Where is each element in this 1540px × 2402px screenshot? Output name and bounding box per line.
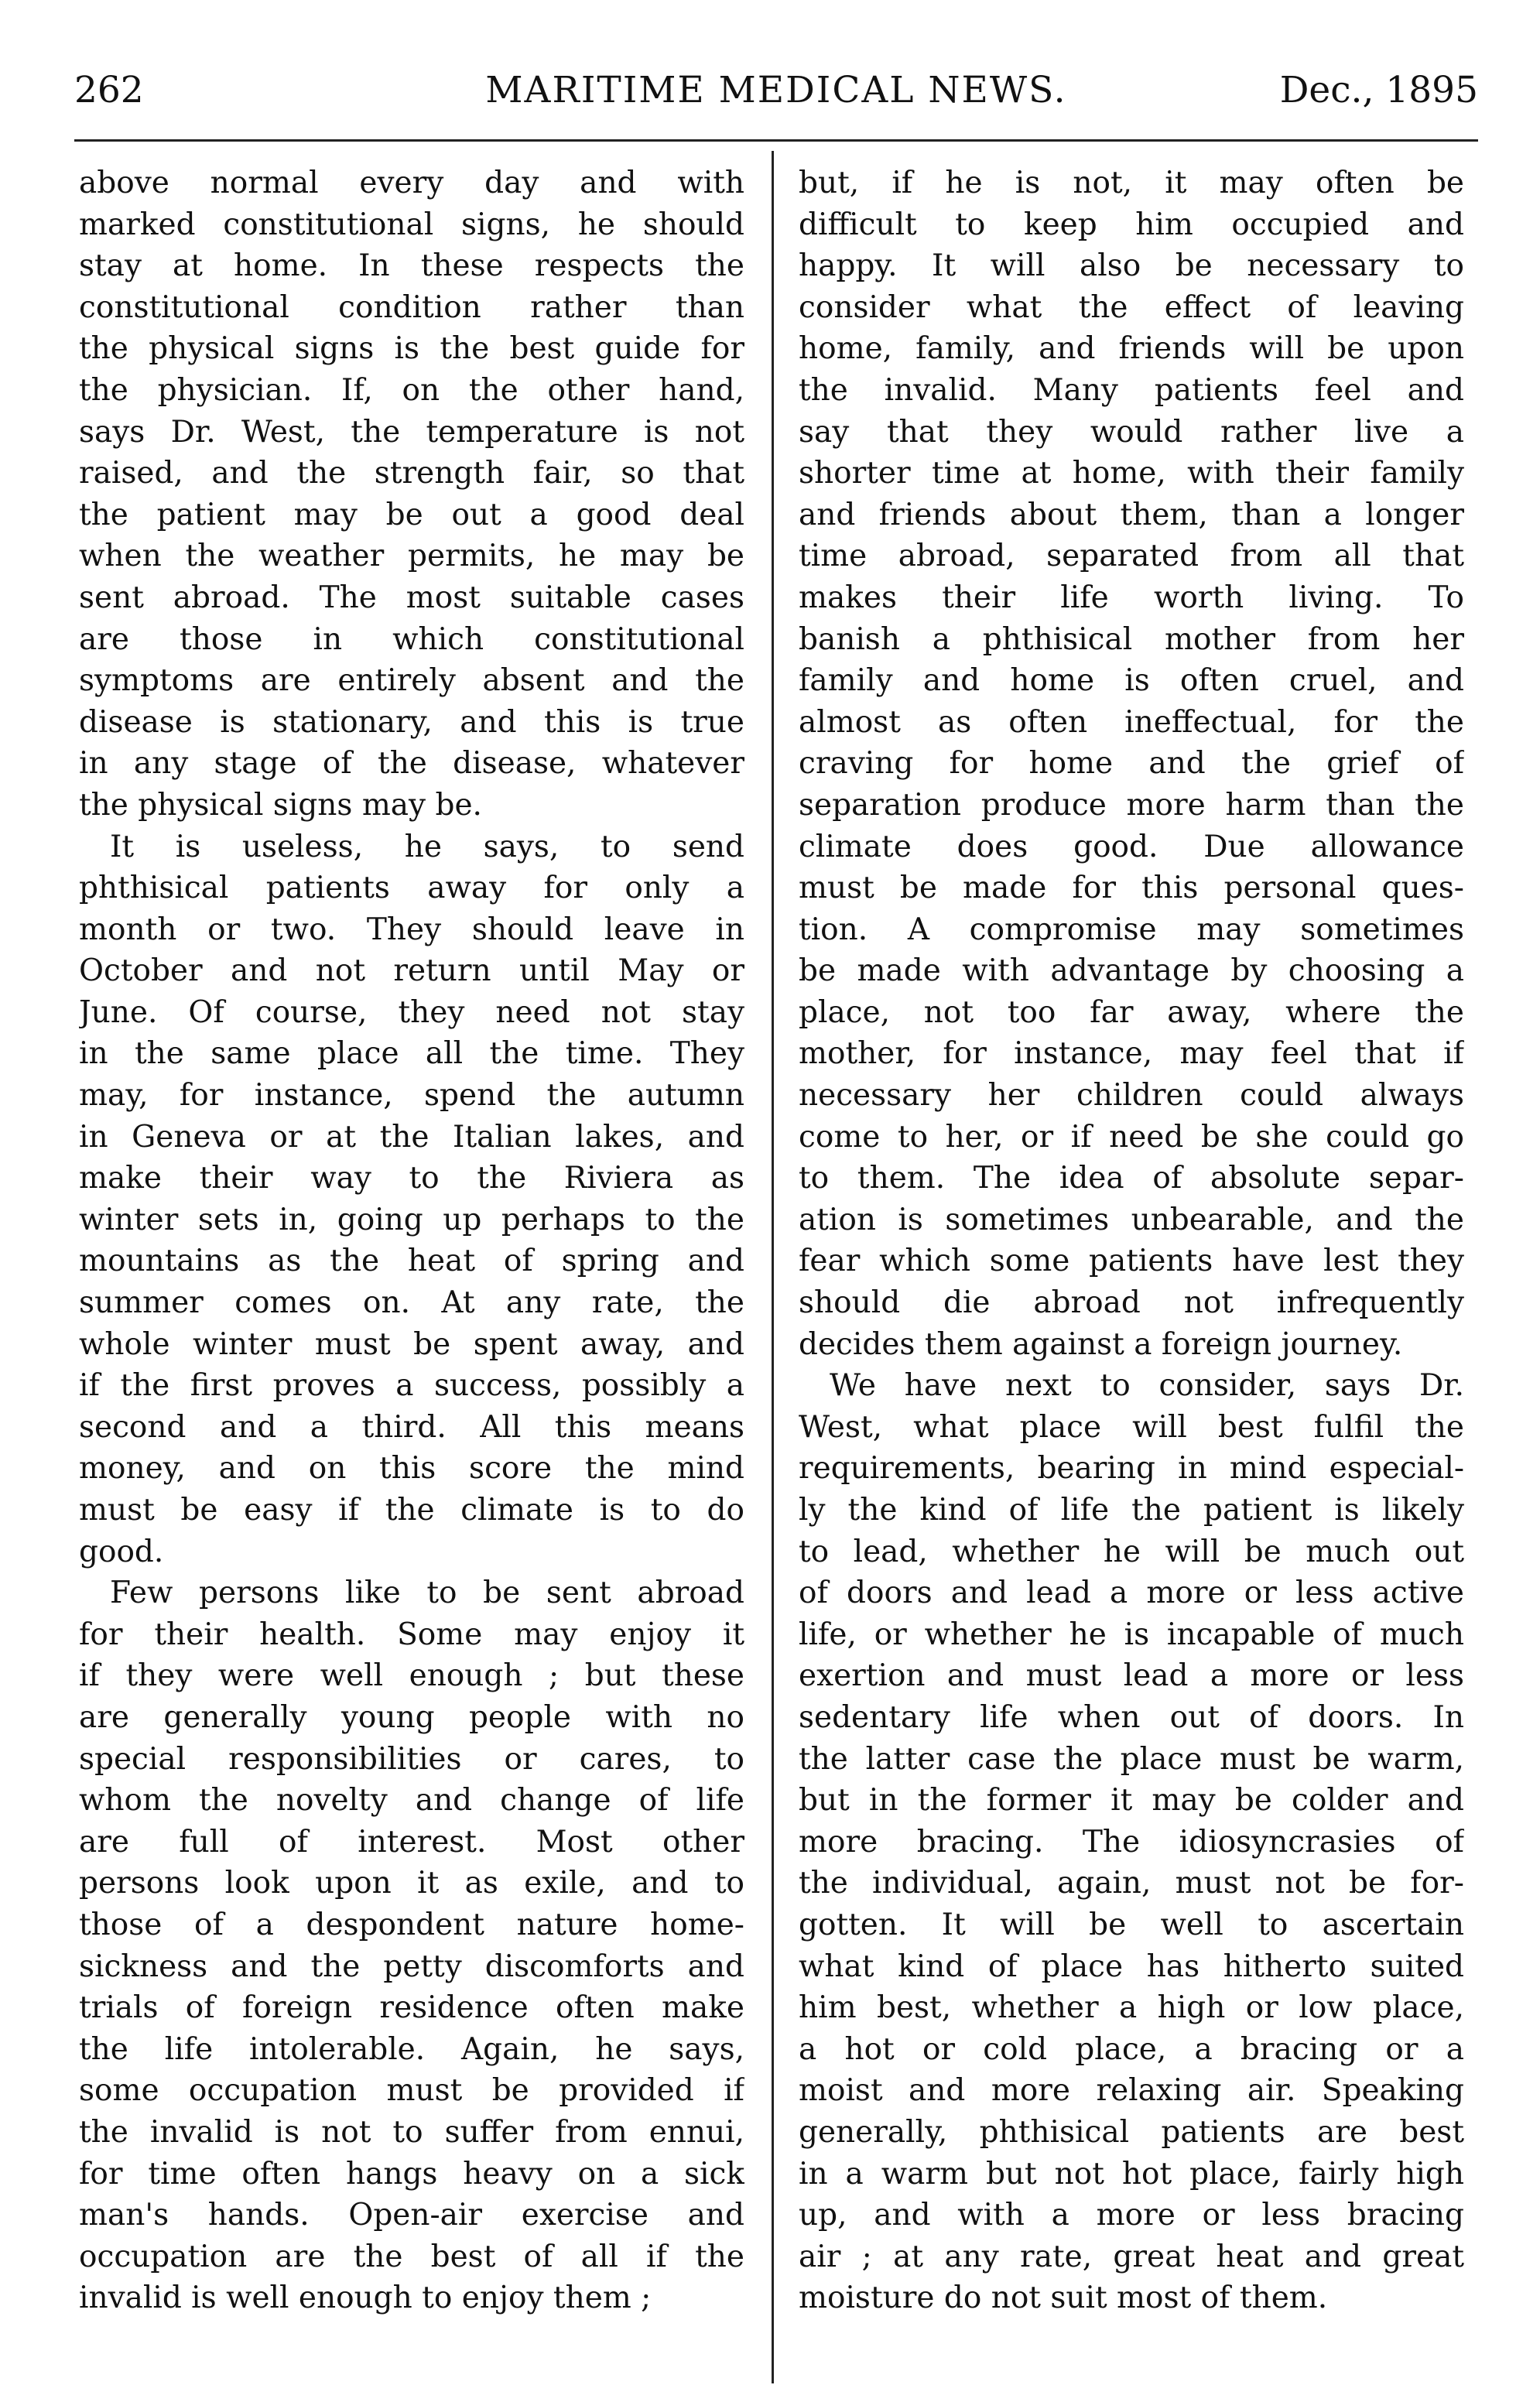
text-line: life, or whether he is incapable of much	[799, 1617, 1464, 1652]
text-line: symptoms are entirely absent and the	[79, 663, 744, 699]
text-line: what kind of place has hitherto suited	[799, 1949, 1464, 1984]
text-line: ly the kind of life the patient is likely	[799, 1493, 1464, 1528]
text-line: generally, phthisical patients are best	[799, 2114, 1464, 2150]
text-line: in a warm but not hot place, fairly high	[799, 2156, 1464, 2192]
issue-date: Dec., 1895	[1279, 69, 1478, 111]
text-line: persons look upon it as exile, and to	[79, 1866, 744, 1901]
text-line: time abroad, separated from all that	[799, 539, 1464, 574]
text-line: shorter time at home, with their family	[799, 456, 1464, 491]
text-line: family and home is often cruel, and	[799, 663, 1464, 699]
text-line: if they were well enough ; but these	[79, 1658, 744, 1694]
text-line: banish a phthisical mother from her	[799, 621, 1464, 657]
right-column	[799, 163, 1464, 2376]
text-line: raised, and the strength fair, so that	[79, 456, 744, 491]
text-line: if the first proves a success, possibly a	[79, 1368, 744, 1404]
text-line: to lead, whether he will be much out	[799, 1534, 1464, 1569]
text-line: must be easy if the climate is to do	[79, 1493, 744, 1528]
text-line: happy. It will also be necessary to	[799, 248, 1464, 284]
text-line: may, for instance, spend the autumn	[79, 1078, 744, 1114]
text-line: almost as often ineffectual, for the	[799, 704, 1464, 740]
left-column	[79, 163, 744, 2376]
text-line: mountains as the heat of spring and	[79, 1244, 744, 1279]
text-line: summer comes on. At any rate, the	[79, 1285, 744, 1321]
text-line: the physical signs is the best guide for	[79, 331, 744, 367]
text-line: It is useless, he says, to send	[110, 829, 744, 864]
text-line: West, what place will best fulfil the	[799, 1409, 1464, 1445]
text-line: We have next to consider, says Dr.	[830, 1368, 1464, 1404]
text-line: winter sets in, going up perhaps to the	[79, 1202, 744, 1237]
text-line: says Dr. West, the temperature is not	[79, 414, 744, 450]
text-line: up, and with a more or less bracing	[799, 2198, 1464, 2233]
text-line: place, not too far away, where the	[799, 994, 1464, 1030]
text-line: sent abroad. The most suitable cases	[79, 580, 744, 615]
text-line: but in the former it may be colder and	[799, 1783, 1464, 1819]
text-line: moisture do not suit most of them.	[799, 2281, 1328, 2316]
text-line: gotten. It will be well to ascertain	[799, 1907, 1464, 1942]
text-line: the patient may be out a good deal	[79, 497, 744, 532]
text-line: and friends about them, than a longer	[799, 497, 1464, 532]
text-line: whom the novelty and change of life	[79, 1783, 744, 1819]
text-line: tion. A compromise may sometimes	[799, 912, 1464, 947]
text-line: in any stage of the disease, whatever	[79, 746, 744, 782]
text-line: difficult to keep him occupied and	[799, 207, 1464, 242]
text-line: the invalid is not to suffer from ennui,	[79, 2114, 744, 2150]
text-line: the individual, again, must not be for-	[799, 1866, 1464, 1901]
journal-title: MARITIME MEDICAL NEWS.	[485, 69, 1067, 111]
text-line: consider what the effect of leaving	[799, 289, 1464, 325]
text-line: climate does good. Due allowance	[799, 829, 1464, 864]
page-number: 262	[74, 69, 144, 111]
text-line: special responsibilities or cares, to	[79, 1741, 744, 1777]
text-line: air ; at any rate, great heat and great	[799, 2239, 1464, 2274]
text-line: some occupation must be provided if	[79, 2073, 744, 2109]
text-line: come to her, or if need be she could go	[799, 1119, 1464, 1155]
text-line: craving for home and the grief of	[799, 746, 1464, 782]
text-line: when the weather permits, he may be	[79, 539, 744, 574]
column-divider	[772, 151, 774, 2383]
text-line: phthisical patients away for only a	[79, 871, 744, 906]
header-rule	[74, 139, 1478, 142]
text-line: marked constitutional signs, he should	[79, 207, 744, 242]
text-line: in the same place all the time. They	[79, 1036, 744, 1072]
text-line: month or two. They should leave in	[79, 912, 744, 947]
text-line: must be made for this personal ques-	[799, 871, 1464, 906]
text-line: make their way to the Riviera as	[79, 1161, 744, 1196]
text-line: to them. The idea of absolute separ-	[799, 1161, 1464, 1196]
text-line: home, family, and friends will be upon	[799, 331, 1464, 367]
text-line: man's hands. Open-air exercise and	[79, 2198, 744, 2233]
text-line: more bracing. The idiosyncrasies of	[799, 1824, 1464, 1860]
text-line: fear which some patients have lest they	[799, 1244, 1464, 1279]
text-line: be made with advantage by choosing a	[799, 953, 1464, 989]
text-line: sedentary life when out of doors. In	[799, 1699, 1464, 1735]
text-line: exertion and must lead a more or less	[799, 1658, 1464, 1694]
text-line: June. Of course, they need not stay	[79, 994, 744, 1030]
text-line: the latter case the place must be warm,	[799, 1741, 1464, 1777]
text-line: are generally young people with no	[79, 1699, 744, 1735]
text-line: disease is stationary, and this is true	[79, 704, 744, 740]
text-line: money, and on this score the mind	[79, 1451, 744, 1487]
text-line: are full of interest. Most other	[79, 1824, 744, 1860]
text-line: trials of foreign residence often make	[79, 1990, 744, 2026]
text-line: October and not return until May or	[79, 953, 744, 989]
text-line: second and a third. All this means	[79, 1409, 744, 1445]
text-line: a hot or cold place, a bracing or a	[799, 2031, 1464, 2067]
text-line: are those in which constitutional	[79, 621, 744, 657]
text-line: moist and more relaxing air. Speaking	[799, 2073, 1464, 2109]
text-line: decides them against a foreign journey.	[799, 1326, 1403, 1362]
text-line: occupation are the best of all if the	[79, 2239, 744, 2274]
text-line: for time often hangs heavy on a sick	[79, 2156, 744, 2192]
text-line: mother, for instance, may feel that if	[799, 1036, 1464, 1072]
text-line: but, if he is not, it may often be	[799, 166, 1464, 200]
text-line: invalid is well enough to enjoy them ;	[79, 2281, 652, 2316]
text-line: the physician. If, on the other hand,	[79, 372, 744, 408]
running-header	[74, 63, 1478, 118]
text-line: requirements, bearing in mind especial-	[799, 1451, 1464, 1487]
text-line: the life intolerable. Again, he says,	[79, 2031, 744, 2067]
text-line: for their health. Some may enjoy it	[79, 1617, 744, 1652]
text-line: ation is sometimes unbearable, and the	[799, 1202, 1464, 1237]
text-line: the physical signs may be.	[79, 787, 482, 823]
text-line: the invalid. Many patients feel and	[799, 372, 1464, 408]
text-line: in Geneva or at the Italian lakes, and	[79, 1119, 744, 1155]
text-line: Few persons like to be sent abroad	[110, 1576, 744, 1611]
text-line: good.	[79, 1534, 164, 1569]
text-line: him best, whether a high or low place,	[799, 1990, 1464, 2026]
text-line: necessary her children could always	[799, 1078, 1464, 1114]
text-line: separation produce more harm than the	[799, 787, 1464, 823]
text-line: whole winter must be spent away, and	[79, 1326, 744, 1362]
text-line: makes their life worth living. To	[799, 580, 1464, 615]
text-line: above normal every day and with	[79, 166, 744, 200]
text-line: say that they would rather live a	[799, 414, 1464, 450]
text-line: stay at home. In these respects the	[79, 248, 744, 284]
text-line: constitutional condition rather than	[79, 289, 744, 325]
text-line: of doors and lead a more or less active	[799, 1576, 1464, 1611]
text-line: those of a despondent nature home-	[79, 1907, 744, 1942]
text-line: sickness and the petty discomforts and	[79, 1949, 744, 1984]
text-line: should die abroad not infrequently	[799, 1285, 1464, 1321]
